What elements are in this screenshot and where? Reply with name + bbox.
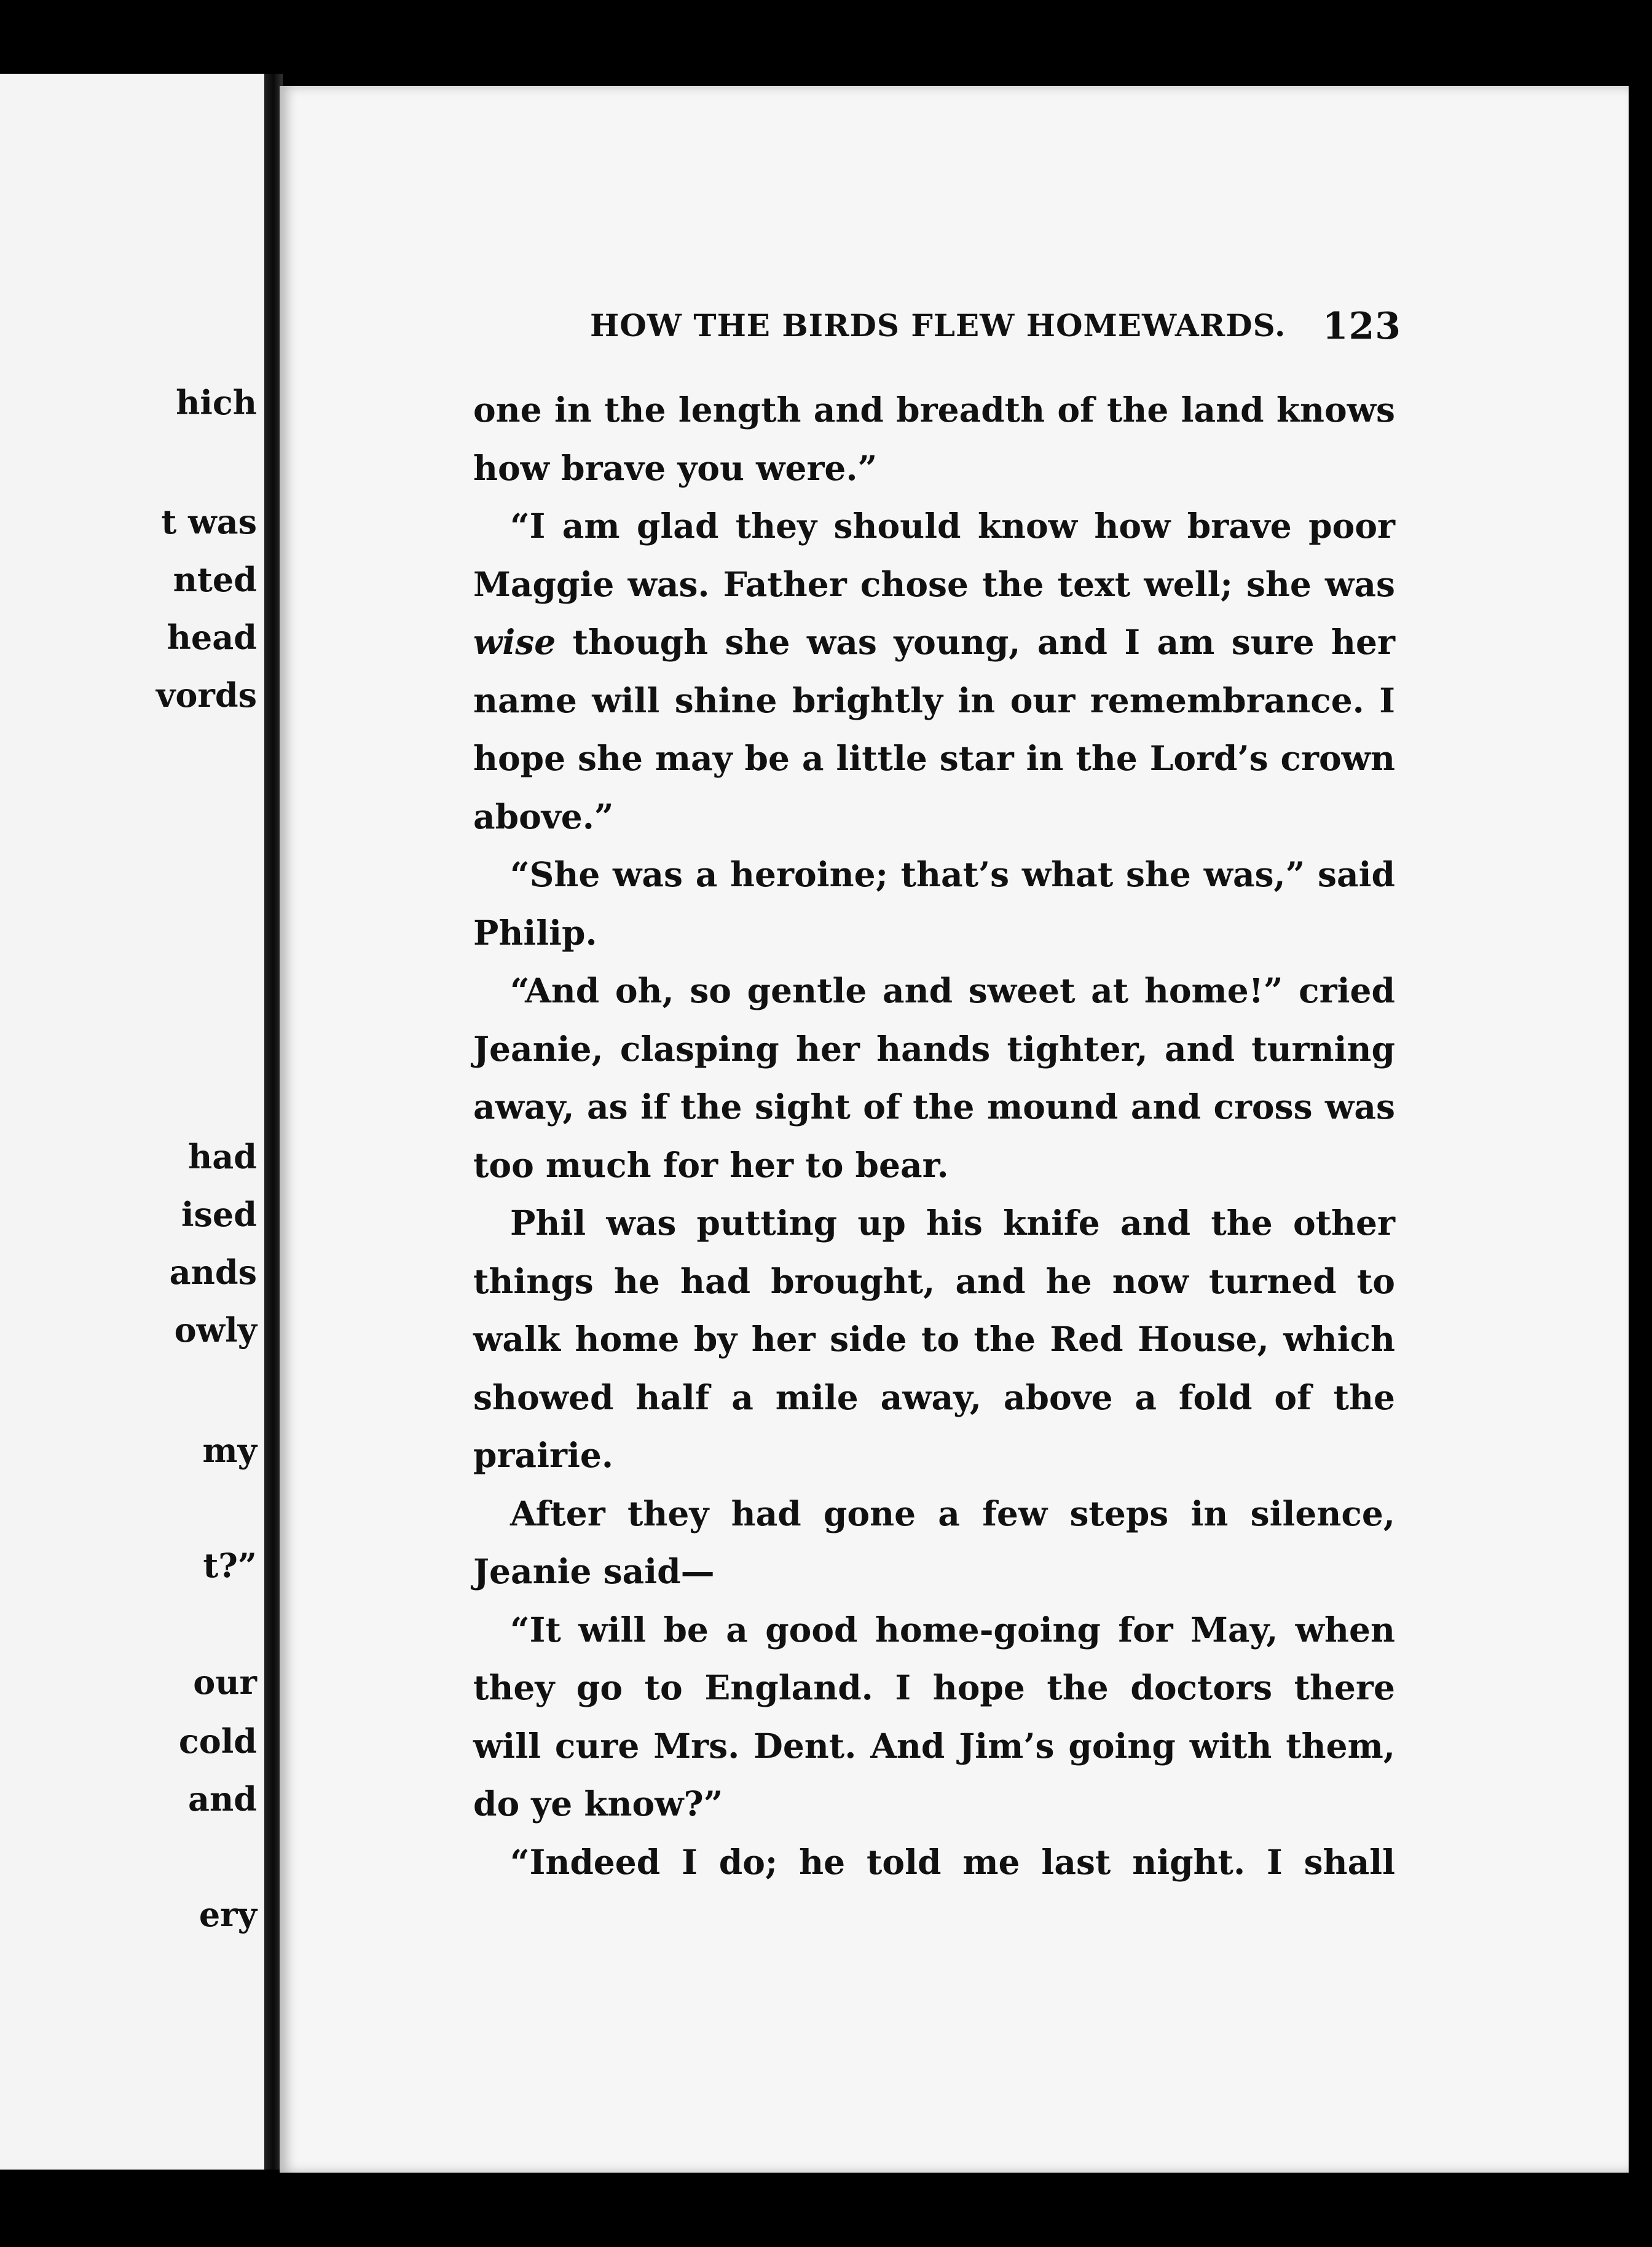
text-line: prairie. (473, 1435, 613, 1475)
body-text (473, 381, 1395, 1891)
running-head (590, 305, 1401, 348)
page-number: 123 (1322, 305, 1401, 348)
facing-page-text: ised (181, 1195, 257, 1234)
text-line: away, as if the sight of the mound and cross was (473, 1087, 1395, 1127)
text-line: Philip. (473, 912, 597, 953)
text-line: one in the length and breadth of the land knows (473, 390, 1395, 430)
facing-page-text: head (167, 618, 257, 657)
text-line: “And oh, so gentle and sweet at home!” cried (510, 970, 1395, 1010)
facing-page-text: had (187, 1137, 257, 1176)
running-title: HOW THE BIRDS FLEW HOMEWARDS. (590, 307, 1286, 344)
facing-page-text: owly (174, 1310, 257, 1350)
facing-page-text: ery (199, 1895, 257, 1934)
facing-page-fragment (0, 74, 270, 2170)
text-line: hope she may be a little star in the Lord’s crown (473, 738, 1395, 778)
text-line: After they had gone a few steps in silence, (510, 1493, 1395, 1533)
facing-page-text: my (202, 1431, 257, 1470)
facing-page-text: our (193, 1663, 257, 1702)
facing-page-text: nted (173, 560, 257, 599)
text-line: will cure Mrs. Dent. And Jim’s going with them, (473, 1725, 1395, 1766)
text-line: “It will be a good home-going for May, when (510, 1609, 1395, 1650)
emphasized-word: wise (473, 622, 556, 662)
facing-page-text: t?” (203, 1546, 257, 1585)
text-line: showed half a mile away, above a fold of the (473, 1377, 1395, 1417)
text-line: Jeanie said— (473, 1551, 715, 1591)
text-line: Phil was putting up his knife and the other (510, 1203, 1395, 1243)
text-line: Maggie was. Father chose the text well; she was (473, 564, 1395, 604)
text-line: “She was a heroine; that’s what she was,” said (510, 854, 1395, 894)
text-line: too much for her to bear. (473, 1144, 949, 1185)
text-line: things he had brought, and he now turned to (473, 1261, 1395, 1301)
text-line: name will shine brightly in our remembrance. I (473, 680, 1395, 720)
text-line: above.” (473, 796, 614, 836)
text-line: “I am glad they should know how brave poor (510, 506, 1395, 546)
facing-page-text: t was (161, 502, 257, 541)
facing-page-text: cold (178, 1722, 257, 1761)
facing-page-text: and (187, 1779, 257, 1819)
facing-page-text: vords (155, 675, 257, 715)
text-line: Jeanie, clasping her hands tighter, and turning (473, 1028, 1395, 1069)
text-line: do ye know?” (473, 1784, 723, 1824)
facing-page-text: hich (176, 383, 257, 422)
text-line: how brave you were.” (473, 447, 878, 488)
text-line (473, 613, 1395, 672)
text-line-rest: though she was young, and I am sure her (572, 622, 1395, 662)
text-line: “Indeed I do; he told me last night. I shall (510, 1841, 1395, 1882)
facing-page-text: ands (169, 1253, 257, 1292)
text-line: walk home by her side to the Red House, which (473, 1319, 1395, 1359)
text-line: they go to England. I hope the doctors there (473, 1667, 1395, 1707)
